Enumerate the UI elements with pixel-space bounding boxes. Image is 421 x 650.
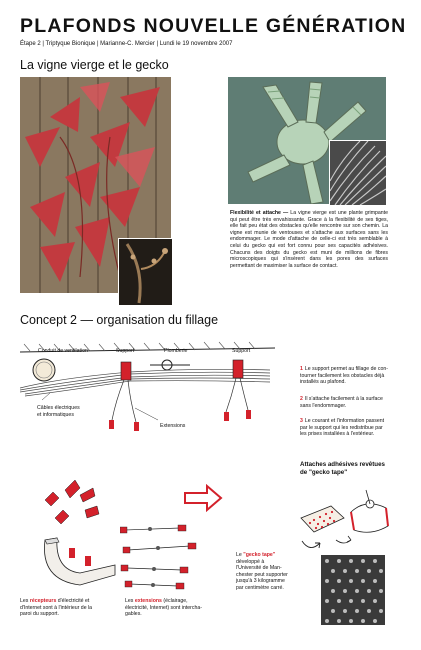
page-title: PLAFONDS NOUVELLE GÉNÉRATION [20,15,407,37]
label-extensions: Extensions [160,423,186,429]
gecko-tape-line-6: par centimètre carré. [236,584,284,591]
red-arrow-icon [183,484,223,512]
note-3-number: 3 [300,418,303,424]
gecko-tape-attachments-title: Attaches adhésives revêtues de "gecko tape" [300,461,385,476]
extensions-post: (éclairage, [161,598,188,604]
gecko-setae-micrograph [329,140,387,206]
note-1-line-3: installés au plafond. [300,379,346,386]
note-1 [300,366,400,386]
receptors-post: d'électricité et [56,598,90,604]
receptor-bracket-sketch [25,470,135,595]
note-3-line-3: les prises installées à l'extérieur. [300,431,375,438]
extensions-caption [125,598,235,618]
vine-tendril-photo [118,238,173,306]
gecko-tape-line-5: jusqu'à 3 kilogramme [236,578,285,585]
gecko-tape-line-1: Le [236,552,242,558]
gecko-tape-term: "gecko tape" [243,552,276,558]
page-subtitle: Étape 2 | Triptyque Bionique | Marianne-C. Mercier | Lundi le 19 novembre 2007 [20,41,233,47]
note-2-line-2: sans l'endommager. [300,402,347,409]
label-support-1: Support [116,348,135,354]
receptors-line-2: d'Internet sont à l'intérieur de la [20,604,93,611]
extensions-line-2: électricité, Internet) sont intercha- [125,604,202,611]
receptors-caption [20,598,120,618]
extension-plugs-sketch [120,500,230,595]
label-cables-line2: et informatiques [37,412,74,418]
label-cables-line1: Câbles électriques [37,405,80,411]
note-2-line-1: Il s'attache facilement à la surface [304,396,383,402]
note-3 [300,418,400,438]
gecko-tape-micrograph [321,555,385,625]
section-title-concept-2: Concept 2 — organisation du fillage [20,313,219,327]
gecko-tape-line-2: développé à [236,558,265,565]
receptors-line-3: paroi du support. [20,611,59,618]
extensions-term: extensions [134,598,162,604]
note-2 [300,396,400,409]
note-2-number: 2 [300,396,303,402]
caption-heading: Flexibilité et attache — [230,210,289,216]
caption-body: La vigne vierge est une plante grimpante qui peut être très envahissante. Grace à la flexibilité de ses tiges, elle fait peu état des obstacles qu'elle rencontre sur son chemin. La vigne est munie de ventouses et s'attache aux surfaces sans les endommager. Le mode d'attache de celle-ci est très semblable à celui du gecko qui est fort connu pour ses capacités adhésives. Chacuns des doigts du gecko est muni de millions de fibres microscopiques qui s'insèrent dans les pores des surfaces permettant de maximiser la surface de contact. [230,210,388,269]
gecko-tape-line-4: chester peut supporter [236,571,288,578]
label-plumbing: Plomberie [164,348,188,354]
label-ventilation-duct: Conduit de ventilation [38,348,88,354]
note-1-number: 1 [300,366,303,372]
note-3-line-2: par le support qui les redistribue par [300,424,383,431]
section-title-vine-gecko: La vigne vierge et le gecko [20,58,169,72]
note-1-line-1: Le support permet au fillage de con- [304,366,388,372]
gecko-tape-caption [236,552,320,592]
flexibility-attachment-caption [230,210,388,269]
gecko-tape-line-3: l'Université de Man- [236,565,282,572]
extensions-line-3: gables. [125,611,142,618]
curved-arrow-icon [300,535,322,553]
extensions-pre: Les [125,598,135,604]
ceiling-wiring-diagram [20,340,290,455]
note-1-line-2: tourner facilement les obstacles déjà [300,372,385,379]
receptors-pre: Les [20,598,30,604]
label-support-2: Support [232,348,251,354]
receptors-term: récepteurs [29,598,57,604]
note-3-line-1: Le courant et l'information passent [304,418,385,424]
